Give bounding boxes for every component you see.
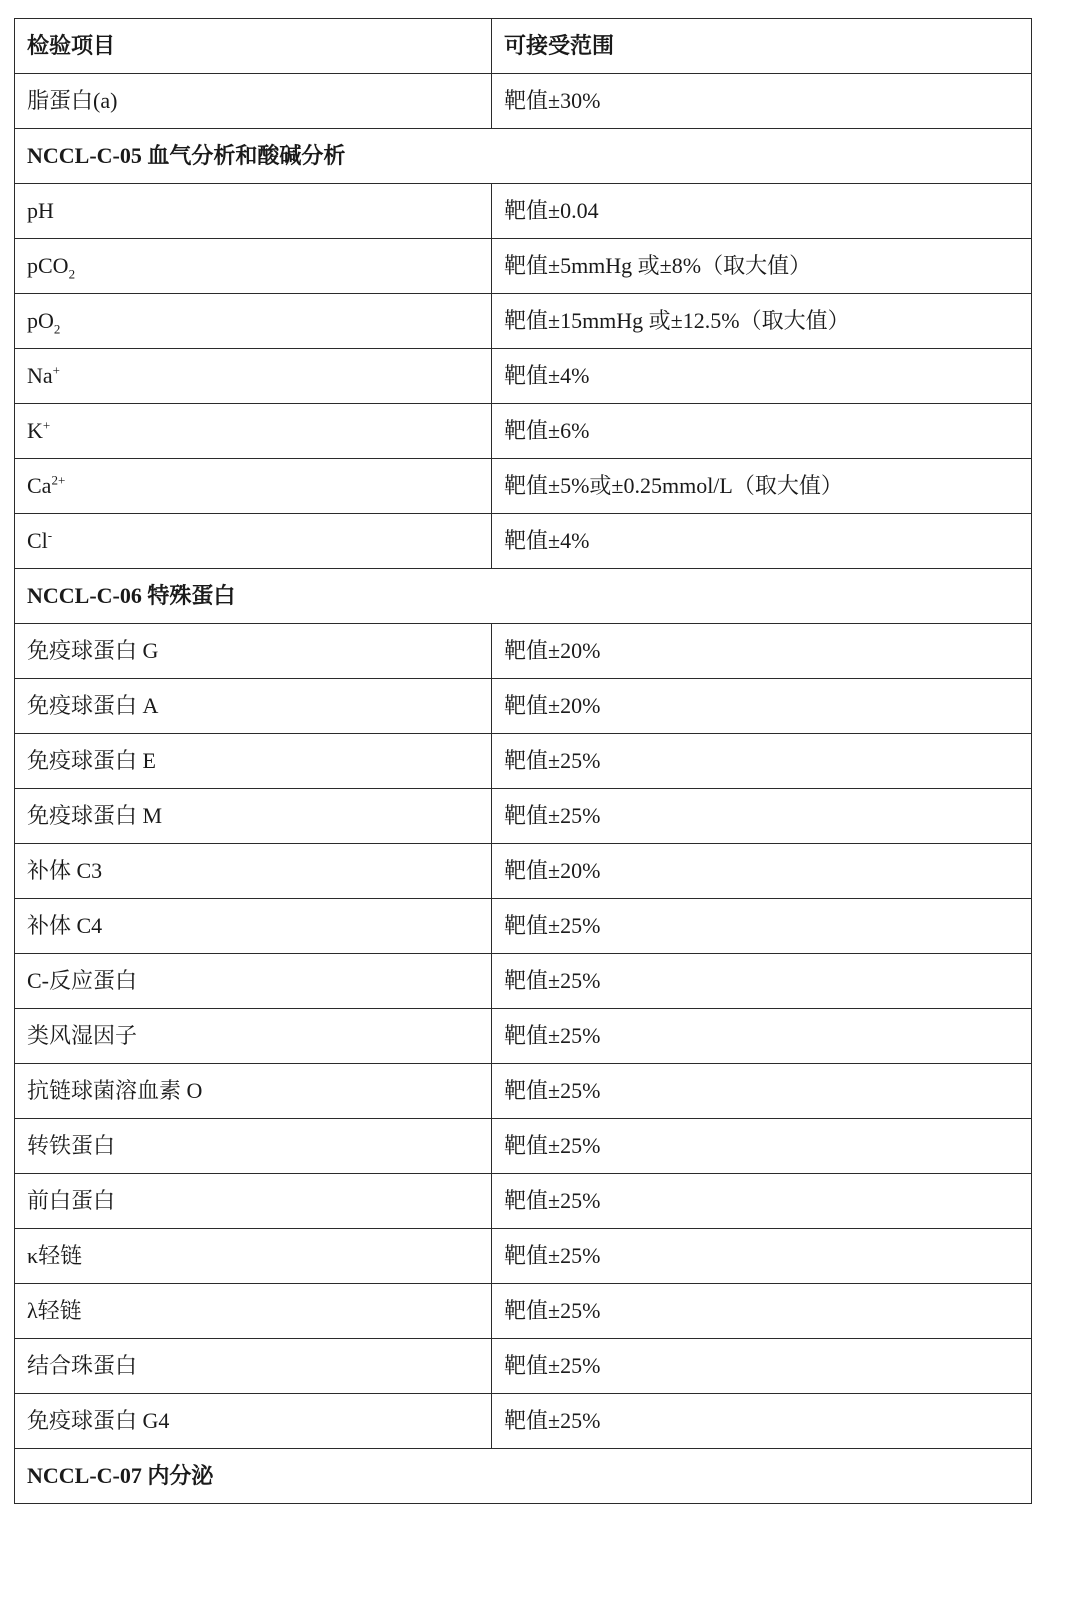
range-cell: 靶值±25% <box>492 1009 1032 1064</box>
range-cell: 靶值±4% <box>492 514 1032 569</box>
table-row <box>15 239 1032 294</box>
range-cell: 靶值±25% <box>492 1174 1032 1229</box>
table-row <box>15 184 1032 239</box>
item-text: Na <box>27 363 53 388</box>
item-cell <box>15 679 492 734</box>
table-header-row <box>15 19 1032 74</box>
section-title: NCCL-C-07 内分泌 <box>15 1449 1032 1504</box>
table-row <box>15 844 1032 899</box>
table-row <box>15 1229 1032 1284</box>
range-cell: 靶值±20% <box>492 624 1032 679</box>
item-text: K <box>27 418 43 443</box>
header-item: 检验项目 <box>15 19 492 74</box>
item-text: 补体 C3 <box>27 858 103 883</box>
item-cell <box>15 514 492 569</box>
range-cell: 靶值±20% <box>492 844 1032 899</box>
range-cell: 靶值±25% <box>492 734 1032 789</box>
range-cell: 靶值±25% <box>492 1394 1032 1449</box>
table-body <box>15 19 1032 1504</box>
item-cell <box>15 349 492 404</box>
table-row <box>15 1339 1032 1394</box>
item-text: 补体 C4 <box>27 913 103 938</box>
item-text: Cl <box>27 528 48 553</box>
item-cell <box>15 239 492 294</box>
range-cell: 靶值±4% <box>492 349 1032 404</box>
item-text: 免疫球蛋白 E <box>27 748 156 773</box>
item-text: Ca <box>27 473 52 498</box>
item-text: 前白蛋白 <box>27 1188 116 1213</box>
table-row <box>15 679 1032 734</box>
item-cell <box>15 844 492 899</box>
item-text: 免疫球蛋白 G <box>27 638 159 663</box>
item-cell <box>15 1009 492 1064</box>
item-cell <box>15 294 492 349</box>
range-cell: 靶值±25% <box>492 1064 1032 1119</box>
item-cell <box>15 1339 492 1394</box>
item-text: C-反应蛋白 <box>27 968 138 993</box>
item-cell <box>15 404 492 459</box>
item-cell <box>15 899 492 954</box>
item-text: λ轻链 <box>27 1298 82 1323</box>
table-row <box>15 1394 1032 1449</box>
item-text: 免疫球蛋白 A <box>27 693 159 718</box>
range-cell: 靶值±20% <box>492 679 1032 734</box>
item-cell <box>15 954 492 1009</box>
item-superscript: + <box>42 417 51 433</box>
table-row <box>15 1064 1032 1119</box>
range-cell: 靶值±25% <box>492 899 1032 954</box>
item-text: pH <box>27 198 54 223</box>
range-cell: 靶值±6% <box>492 404 1032 459</box>
item-text: 免疫球蛋白 M <box>27 803 163 828</box>
item-text: 结合珠蛋白 <box>27 1353 138 1378</box>
table-row <box>15 349 1032 404</box>
section-row <box>15 129 1032 184</box>
section-title: NCCL-C-05 血气分析和酸碱分析 <box>15 129 1032 184</box>
range-cell: 靶值±30% <box>492 74 1032 129</box>
section-row <box>15 1449 1032 1504</box>
item-text: 抗链球菌溶血素 O <box>27 1078 203 1103</box>
item-text: 脂蛋白(a) <box>27 88 118 113</box>
table-row <box>15 1119 1032 1174</box>
item-cell <box>15 734 492 789</box>
range-cell: 靶值±5%或±0.25mmol/L（取大值） <box>492 459 1032 514</box>
range-cell: 靶值±25% <box>492 1339 1032 1394</box>
item-subscript: 2 <box>53 321 61 337</box>
item-superscript: + <box>52 362 60 378</box>
item-cell <box>15 1394 492 1449</box>
item-subscript: 2 <box>68 266 76 282</box>
item-cell <box>15 624 492 679</box>
item-cell <box>15 1119 492 1174</box>
range-cell: 靶值±25% <box>492 1284 1032 1339</box>
range-cell: 靶值±5mmHg 或±8%（取大值） <box>492 239 1032 294</box>
acceptable-range-table <box>14 18 1032 1504</box>
table-row <box>15 404 1032 459</box>
range-cell: 靶值±25% <box>492 1119 1032 1174</box>
range-cell: 靶值±0.04 <box>492 184 1032 239</box>
section-title: NCCL-C-06 特殊蛋白 <box>15 569 1032 624</box>
table-row <box>15 459 1032 514</box>
range-cell: 靶值±15mmHg 或±12.5%（取大值） <box>492 294 1032 349</box>
table-row <box>15 789 1032 844</box>
section-row <box>15 569 1032 624</box>
item-text: 转铁蛋白 <box>27 1133 116 1158</box>
table-row <box>15 624 1032 679</box>
table-row <box>15 1284 1032 1339</box>
range-cell: 靶值±25% <box>492 1229 1032 1284</box>
table-row <box>15 514 1032 569</box>
range-cell: 靶值±25% <box>492 789 1032 844</box>
item-cell <box>15 459 492 514</box>
item-superscript: - <box>47 527 53 543</box>
table-row <box>15 899 1032 954</box>
item-text: pCO <box>27 253 69 278</box>
item-cell <box>15 789 492 844</box>
item-text: 类风湿因子 <box>27 1023 138 1048</box>
item-text: 免疫球蛋白 G4 <box>27 1408 170 1433</box>
item-superscript: 2+ <box>51 472 66 488</box>
table-row <box>15 74 1032 129</box>
item-cell <box>15 1174 492 1229</box>
header-range: 可接受范围 <box>492 19 1032 74</box>
item-text: pO <box>27 308 54 333</box>
item-cell <box>15 1064 492 1119</box>
item-cell <box>15 1284 492 1339</box>
item-cell <box>15 184 492 239</box>
range-cell: 靶值±25% <box>492 954 1032 1009</box>
table-row <box>15 734 1032 789</box>
item-cell <box>15 74 492 129</box>
table-row <box>15 954 1032 1009</box>
table-row <box>15 1009 1032 1064</box>
item-text: κ轻链 <box>27 1243 83 1268</box>
table-row <box>15 294 1032 349</box>
table-row <box>15 1174 1032 1229</box>
item-cell <box>15 1229 492 1284</box>
